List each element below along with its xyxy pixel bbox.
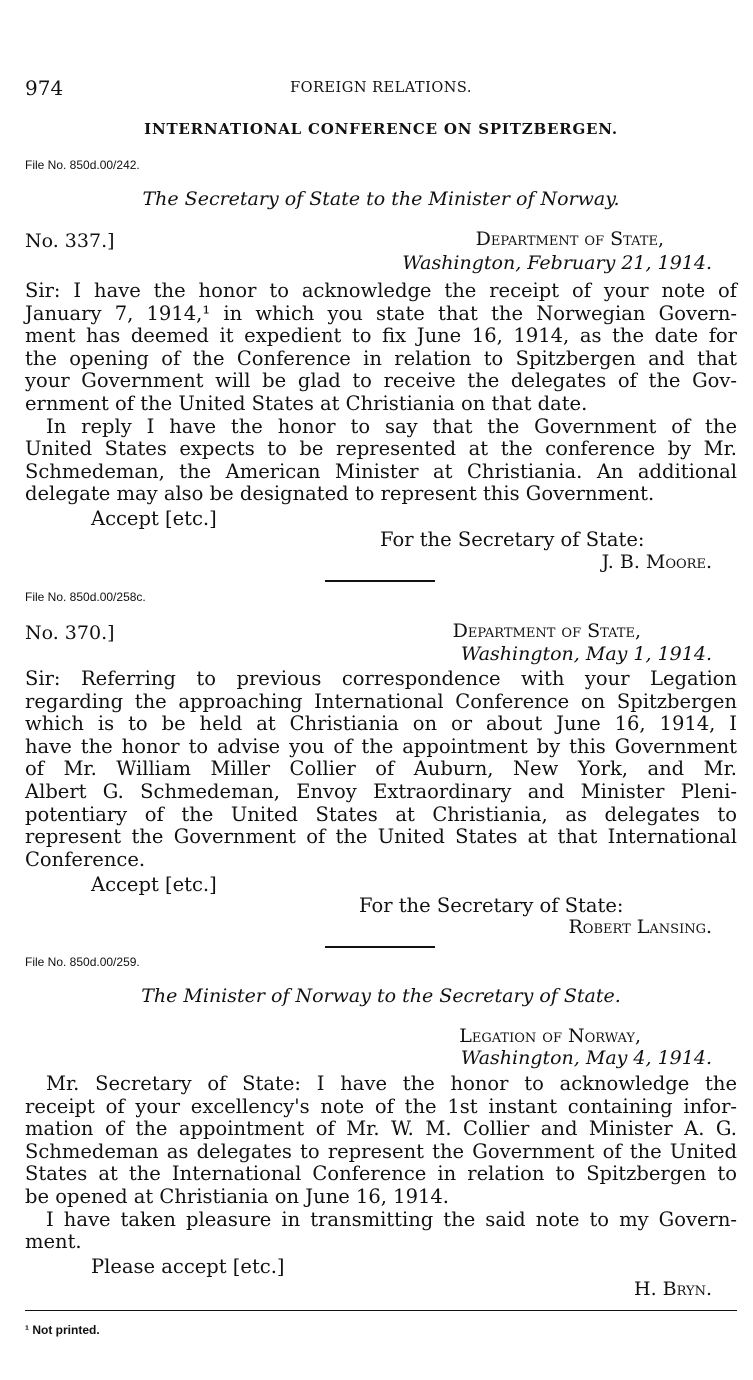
body-line: I have taken pleasure in transmitting the said note to my Govern-	[46, 1207, 737, 1231]
body-line: January 7, 1914,¹ in which you state that the Norwegian Govern-	[25, 301, 737, 325]
letter-number-2: No. 370.]	[25, 622, 115, 644]
body-line: your Government will be glad to receive the delegates of the Gov-	[25, 369, 737, 393]
body-line: regarding the approaching International Conference on Spitzbergen	[25, 689, 737, 713]
letter-body-2	[25, 668, 737, 871]
body-line: be opened at Christiania on June 16, 1914.	[25, 1184, 449, 1208]
file-number-2: File No. 850d.00/258c.	[25, 590, 146, 604]
body-line: Conference.	[25, 847, 146, 871]
body-line: ment.	[25, 1230, 82, 1254]
letter-body-1	[25, 280, 737, 506]
body-line: of Mr. William Miller Collier of Auburn, New York, and Mr.	[25, 757, 737, 781]
file-number-3: File No. 850d.00/259.	[25, 955, 140, 969]
body-line: mation of the appointment of Mr. W. M. Collier and Minister A. G.	[25, 1117, 737, 1141]
body-line: Albert G. Schmedeman, Envoy Extraordinary and Minister Pleni-	[25, 779, 737, 803]
body-line: Mr. Secretary of State: I have the honor to acknowledge the	[46, 1072, 737, 1095]
place-date-3: Washington, May 4, 1914.	[460, 1047, 712, 1069]
divider-rule	[325, 580, 435, 582]
footnote: ¹ Not printed.	[25, 1323, 100, 1337]
running-title: FOREIGN RELATIONS.	[290, 80, 472, 96]
legation-3: Legation of Norway,	[459, 1025, 641, 1047]
footnote-rule	[25, 1310, 737, 1311]
signoff-1: For the Secretary of State:	[380, 528, 645, 551]
accept-3: Please accept [etc.]	[91, 1255, 285, 1278]
letter-heading-3: The Minister of Norway to the Secretary of State.	[141, 985, 621, 1007]
body-line: Schmedeman as delegates to represent the Government of the United	[25, 1139, 737, 1163]
document-page	[25, 0, 737, 1380]
place-date-2: Washington, May 1, 1914.	[460, 643, 712, 665]
body-line: States at the International Conference in relation to Spitzbergen to	[25, 1162, 737, 1186]
body-line: Sir: I have the honor to acknowledge the receipt of your note of	[25, 279, 737, 302]
body-line: have the honor to advise you of the appointment by this Government	[25, 734, 737, 758]
department-1: Department of State,	[475, 228, 664, 250]
signature-2: Robert Lansing.	[568, 916, 712, 938]
page-number: 974	[25, 76, 64, 100]
signoff-2: For the Secretary of State:	[359, 894, 624, 917]
body-line: Schmedeman, the American Minister at Christiania. An additional	[25, 459, 737, 483]
accept-1: Accept [etc.]	[91, 507, 217, 530]
divider-rule	[325, 946, 435, 948]
letter-body-3	[25, 1073, 737, 1254]
body-line: the opening of the Conference in relation to Spitzbergen and that	[25, 346, 737, 370]
department-2: Department of State,	[452, 620, 641, 642]
body-line: potentiary of the United States at Christiania, as delegates to	[25, 802, 737, 826]
signature-1: J. B. Moore.	[601, 551, 712, 573]
place-date-1: Washington, February 21, 1914.	[402, 252, 712, 274]
body-line: receipt of your excellency's note of the 1st instant containing infor-	[25, 1094, 737, 1118]
signature-3: H. Bryn.	[634, 1278, 712, 1300]
body-line: which is to be held at Christiania on or about June 16, 1914, I	[25, 712, 737, 736]
body-line: delegate may also be designated to represent this Government.	[25, 482, 655, 506]
accept-2: Accept [etc.]	[91, 873, 217, 896]
body-line: represent the Government of the United States at that International	[25, 825, 737, 849]
body-line: ment has deemed it expedient to fix June 16, 1914, as the date for	[25, 324, 737, 348]
body-line: ernment of the United States at Christiania on that date.	[25, 391, 588, 415]
body-line: In reply I have the honor to say that the Government of the	[46, 414, 737, 438]
body-line: Sir: Referring to previous correspondence with your Legation	[25, 667, 737, 690]
conference-title: INTERNATIONAL CONFERENCE ON SPITZBERGEN.	[144, 120, 618, 138]
body-line: United States expects to be represented at the conference by Mr.	[25, 437, 737, 461]
letter-heading-1: The Secretary of State to the Minister of Norway.	[142, 188, 620, 210]
letter-number-1: No. 337.]	[25, 230, 115, 252]
file-number-1: File No. 850d.00/242.	[25, 158, 140, 172]
